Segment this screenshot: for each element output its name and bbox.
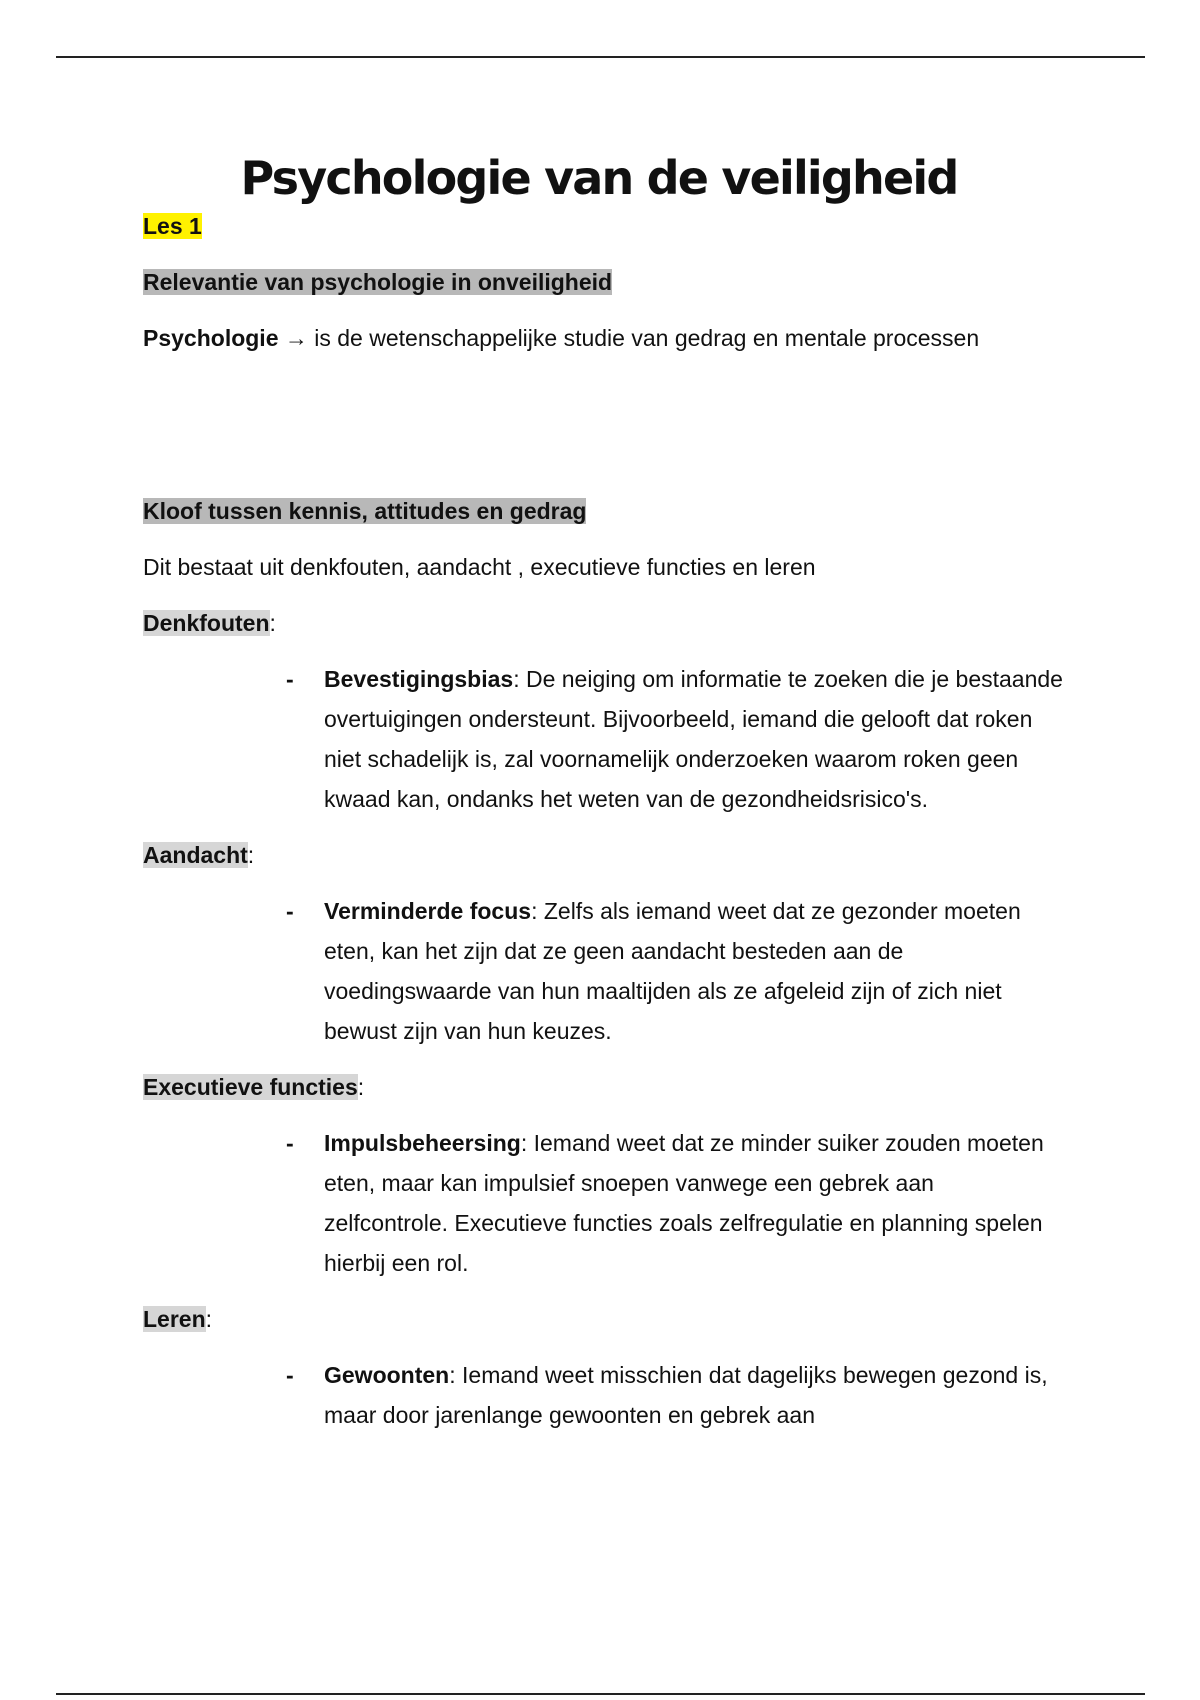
category-name: Denkfouten	[143, 610, 270, 636]
list-item	[143, 1355, 1064, 1435]
bullet-marker: -	[286, 1130, 294, 1156]
category-colon: :	[357, 1074, 365, 1100]
category-name: Aandacht	[143, 842, 248, 868]
section-heading-relevance	[143, 262, 1083, 302]
lesson-label	[143, 206, 1083, 246]
category-heading	[143, 835, 1083, 875]
bottom-rule	[56, 1693, 1145, 1695]
intro-paragraph: Dit bestaat uit denkfouten, aandacht , executieve functies en leren	[143, 554, 816, 580]
category-name: Leren	[143, 1306, 206, 1332]
arrow-icon: →	[284, 325, 308, 351]
category-colon: :	[247, 842, 255, 868]
bullet-text: : Iemand weet dat ze minder suiker zouden moeten eten, maar kan impulsief snoepen vanwege een gebrek aan zelfcontrole. Executieve functies zoals zelfregulatie en planning spelen hierbij een rol.	[324, 1130, 1044, 1276]
bullet-text: : Zelfs als iemand weet dat ze gezonder moeten eten, kan het zijn dat ze geen aandacht besteden aan de voedingswaarde van hun maaltijden als ze afgeleid zijn of zich niet bewust zijn van hun keuzes.	[324, 898, 1021, 1044]
list-item	[143, 891, 1064, 1051]
bullet-marker: -	[286, 898, 294, 924]
list-item	[143, 1123, 1064, 1283]
bullet-text: : De neiging om informatie te zoeken die je bestaande overtuigingen ondersteunt. Bijvoorbeeld, iemand die gelooft dat roken niet schadelijk is, zal voornamelijk onderzoeken waarom roken geen kwaad kan, ondanks het weten van de gezondheidsrisico's.	[324, 666, 1063, 812]
category-colon: :	[205, 1306, 213, 1332]
bullet-term: Impulsbeheersing	[324, 1130, 521, 1156]
bullet-term: Gewoonten	[324, 1362, 450, 1388]
bullet-marker: -	[286, 666, 294, 692]
section-heading-gap	[143, 491, 1083, 531]
list-item	[143, 659, 1064, 819]
category-colon: :	[269, 610, 276, 636]
bullet-term: Verminderde focus	[324, 898, 532, 924]
page-title: Psychologie van de veiligheid	[240, 151, 958, 205]
category-heading	[143, 603, 1083, 643]
bullet-term: Bevestigingsbias	[324, 666, 514, 692]
bullet-marker: -	[286, 1362, 294, 1388]
category-heading	[143, 1299, 1083, 1339]
definition-text: is de wetenschappelijke studie van gedrag en mentale processen	[307, 325, 980, 351]
section-heading-text: Kloof tussen kennis, attitudes en gedrag	[143, 498, 587, 524]
section-heading-text: Relevantie van psychologie in onveiligheid	[143, 269, 613, 295]
definition-term: Psychologie	[143, 325, 279, 351]
top-rule	[56, 56, 1145, 58]
bullet-text: : Iemand weet misschien dat dagelijks bewegen gezond is, maar door jarenlange gewoonten en gebrek aan	[324, 1362, 1048, 1428]
category-heading	[143, 1067, 1083, 1107]
document-body	[143, 148, 1083, 1435]
lesson-highlight: Les 1	[143, 213, 202, 239]
category-name: Executieve functies	[143, 1074, 358, 1100]
definition-paragraph	[143, 318, 1083, 358]
